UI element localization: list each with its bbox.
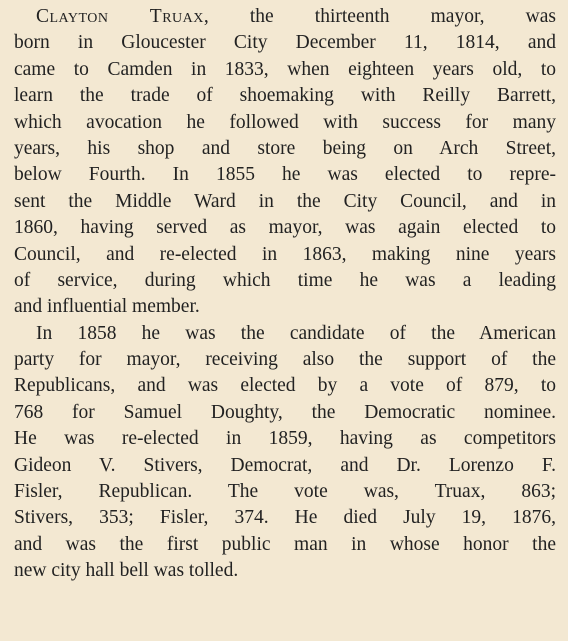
paragraph-1858-election xyxy=(14,321,556,585)
text-line: Clayton Truax, the thirteenth mayor, was xyxy=(36,6,556,27)
text-line: Council, and re-elected in 1863, making nine years xyxy=(14,243,556,265)
text-line: Fisler, Republican. The vote was, Truax, 863; xyxy=(14,481,556,503)
text-line: In 1858 he was the candidate of the American xyxy=(36,322,556,344)
text-line: years, his shop and store being on Arch Street, xyxy=(14,137,556,159)
text-line: of service, during which time he was a leading xyxy=(14,269,556,291)
text-line: 768 for Samuel Doughty, the Democratic nominee. xyxy=(14,401,556,423)
text-line: below Fourth. In 1855 he was elected to repre- xyxy=(14,164,556,186)
subject-name: Clayton Truax xyxy=(36,6,204,27)
text-line: Stivers, 353; Fisler, 374. He died July 19, 1876, xyxy=(14,507,556,529)
text-line: He was re-elected in 1859, having as competitors xyxy=(14,428,556,450)
text-line: and influential member. xyxy=(14,296,200,318)
text-line: party for mayor, receiving also the support of the xyxy=(14,349,556,371)
text-line: learn the trade of shoemaking with Reilly Barrett, xyxy=(14,85,556,107)
text-line: which avocation he followed with success for many xyxy=(14,111,556,133)
text-line: Gideon V. Stivers, Democrat, and Dr. Lorenzo F. xyxy=(14,454,556,476)
text-line: and was the first public man in whose honor the xyxy=(14,533,556,555)
text-line: Republicans, and was elected by a vote of 879, to xyxy=(14,375,556,397)
paragraph-clayton-truax-biography xyxy=(14,4,556,321)
text-line: sent the Middle Ward in the City Council, and in xyxy=(14,190,556,212)
text-line: came to Camden in 1833, when eighteen years old, to xyxy=(14,58,556,80)
text-line: born in Gloucester City December 11, 1814, and xyxy=(14,32,556,54)
text-line: 1860, having served as mayor, was again elected to xyxy=(14,217,556,239)
text-line: new city hall bell was tolled. xyxy=(14,560,239,582)
